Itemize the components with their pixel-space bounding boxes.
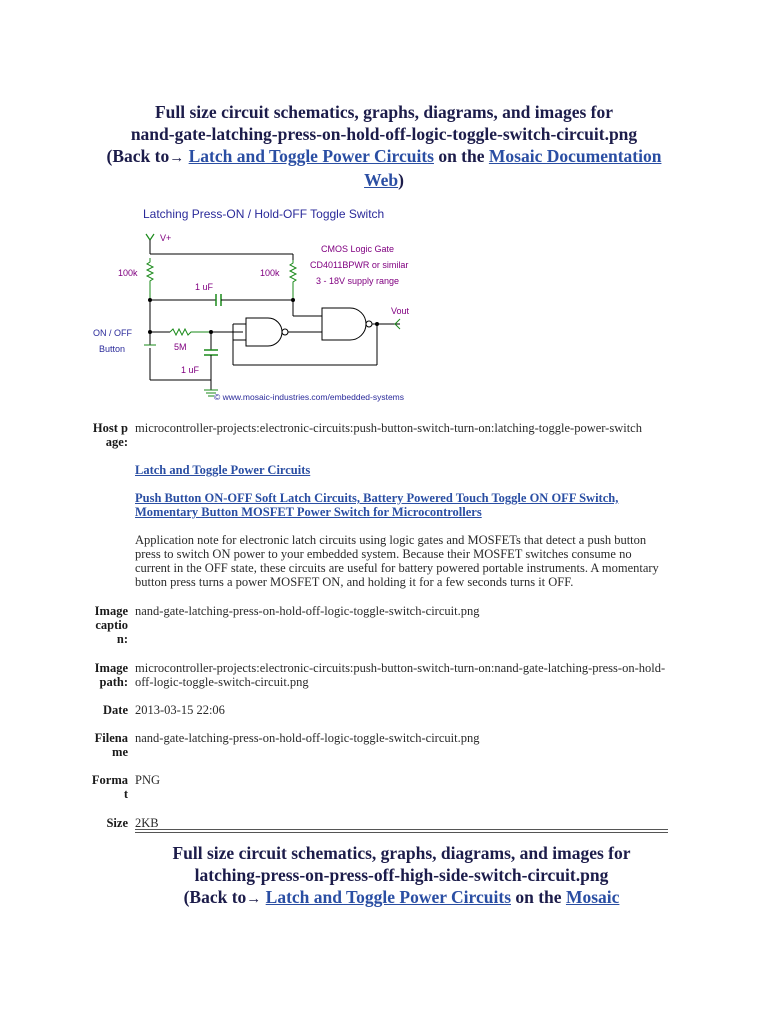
image-path-value: microcontroller-projects:electronic-circuits:push-button-switch-turn-on:nand-gate-latching-press-on-hold-off-logic-toggle-switch-circuit.png — [135, 661, 666, 689]
next-mosaic-link[interactable]: Mosaic — [565, 887, 620, 907]
cap-bottom-label: 1 uF — [181, 365, 200, 375]
arrow-right-icon: → — [169, 150, 185, 166]
next-heading-line-2: latching-press-on-press-off-high-side-switch-circuit.png — [194, 865, 609, 885]
size-value: 2KB — [135, 816, 159, 830]
image-caption-label: Image caption: — [94, 604, 128, 646]
filename-value: nand-gate-latching-press-on-hold-off-logic-toggle-switch-circuit.png — [135, 731, 480, 745]
schematic-credit: © www.mosaic-industries.com/embedded-systems — [214, 392, 405, 402]
image-caption-value: nand-gate-latching-press-on-hold-off-logic-toggle-switch-circuit.png — [135, 604, 480, 618]
next-back-prefix: (Back to — [183, 887, 247, 907]
latch-toggle-link-2[interactable]: Latch and Toggle Power Circuits — [135, 463, 311, 477]
r-right-label: 100k — [260, 268, 280, 278]
next-heading — [135, 842, 668, 910]
divider-line-2 — [135, 832, 668, 833]
on-the-text: on the — [438, 146, 485, 166]
next-latch-toggle-link[interactable]: Latch and Toggle Power Circuits — [265, 887, 511, 907]
image-path-label: Image path: — [94, 661, 128, 689]
divider-line — [135, 829, 668, 830]
date-label: Date — [103, 703, 128, 717]
button-label-2: Button — [99, 344, 126, 354]
description-text: Application note for electronic latch circuits using logic gates and MOSFETs that detect a push button press to switch ON power to your embedded system. Because their MOSFET switches consume no current in the OFF state, these circuits are useful for battery powered portable instruments. A momentary button press turns a power MOSFET ON, and holding it for a few seconds turns it OFF. — [135, 533, 659, 589]
next-back-links — [135, 886, 668, 910]
format-label: Format — [91, 773, 128, 801]
back-links — [88, 145, 680, 169]
next-heading-line-1: Full size circuit schematics, graphs, diagrams, and images for — [172, 843, 631, 863]
vplus-label: V+ — [160, 233, 172, 243]
heading-line-1: Full size circuit schematics, graphs, diagrams, and images for — [154, 102, 614, 122]
vout-label: Vout — [391, 306, 410, 316]
button-label-1: ON / OFF — [93, 328, 132, 338]
format-value: PNG — [135, 773, 161, 787]
page-heading — [88, 101, 680, 191]
host-page-value: microcontroller-projects:electronic-circuits:push-button-switch-turn-on:latching-toggle-power-switch — [135, 421, 642, 435]
gate-note-2: CD4011BPWR or similar — [310, 260, 409, 270]
circuit-schematic-image — [88, 200, 438, 410]
gate-note-1: CMOS Logic Gate — [321, 244, 395, 254]
mosaic-docs-link-web[interactable]: Web — [364, 170, 399, 190]
r-left-label: 100k — [118, 268, 138, 278]
mosaic-docs-link[interactable]: Mosaic Documentation — [488, 146, 662, 166]
close-paren: ) — [398, 170, 404, 190]
push-button-link[interactable]: Push Button ON-OFF Soft Latch Circuits, Battery Powered Touch Toggle ON OFF Switch, Momentary Button MOSFET Power Switch for Microcontrollers — [135, 491, 619, 519]
r-5m-label: 5M — [174, 342, 187, 352]
latch-toggle-link[interactable]: Latch and Toggle Power Circuits — [188, 146, 434, 166]
date-value: 2013-03-15 22:06 — [135, 703, 225, 717]
back-prefix: (Back to — [106, 146, 170, 166]
cap-top-label: 1 uF — [195, 282, 214, 292]
schematic-title: Latching Press-ON / Hold-OFF Toggle Switch — [143, 207, 385, 221]
next-on-the-text: on the — [515, 887, 562, 907]
arrow-right-icon: → — [246, 891, 262, 907]
gate-note-3: 3 - 18V supply range — [316, 276, 400, 286]
back-links-cont — [88, 169, 680, 191]
size-label: Size — [106, 816, 128, 830]
host-page-label: Host page: — [92, 421, 128, 449]
filename-label: Filename — [94, 731, 128, 759]
heading-line-2: nand-gate-latching-press-on-hold-off-logic-toggle-switch-circuit.png — [130, 124, 638, 144]
